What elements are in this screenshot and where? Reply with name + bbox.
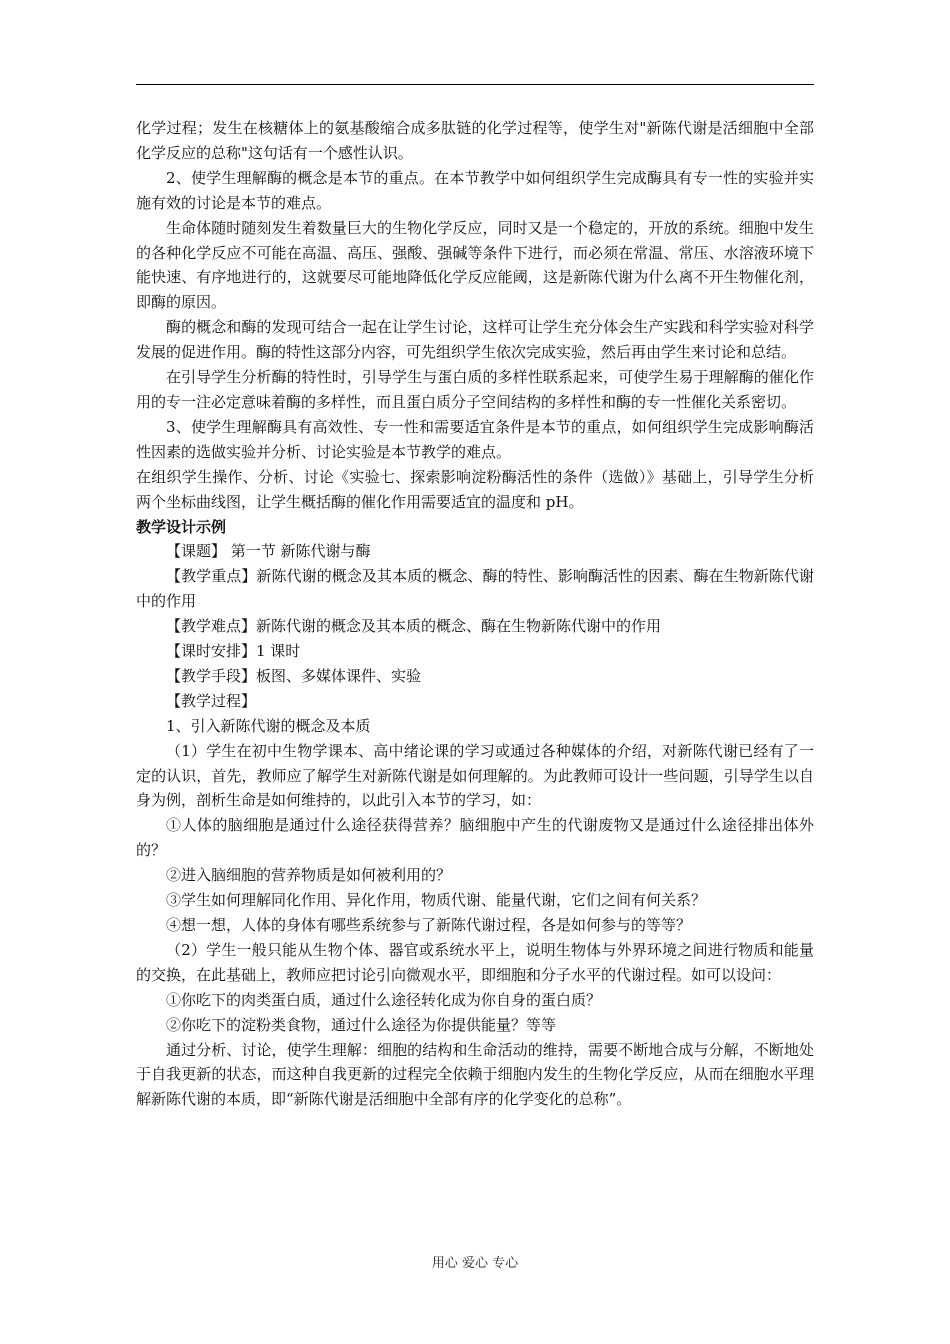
paragraph: 1、引入新陈代谢的概念及本质 [166,716,371,735]
paragraph: 酶的概念和酶的发现可结合一起在让学生讨论，这样可让学生充分体会生产实践和科学实验对科学发展的促进作用。酶的特性这部分内容，可先组织学生依次完成实验，然后再由学生来讨论和总结。 [136,318,814,362]
paragraph: 【教学手段】板图、多媒体课件、实验 [166,666,422,685]
paragraph: 【课时安排】1 课时 [166,642,301,661]
paragraph: 【教学重点】新陈代谢的概念及其本质的概念、酶的特性、影响酶活性的因素、酶在生物新陈代谢中的作用 [136,567,814,611]
paragraph: 【教学难点】新陈代谢的概念及其本质的概念、酶在生物新陈代谢中的作用 [166,617,662,636]
paragraph: ①人体的脑细胞是通过什么途径获得营养？脑细胞中产生的代谢废物又是通过什么途径排出体外的？ [136,816,814,860]
paragraph: ②进入脑细胞的营养物质是如何被利用的？ [166,866,452,885]
document-body [136,116,814,1112]
paragraph: ④想一想，人体的身体有哪些系统参与了新陈代谢过程，各是如何参与的等等？ [166,916,692,934]
paragraph: 化学过程；发生在核糖体上的氨基酸缩合成多肽链的化学过程等，使学生对"新陈代谢是活细胞中全部化学反应的总称"这句话有一个感性认识。 [136,119,814,162]
paragraph: ①你吃下的肉类蛋白质，通过什么途径转化成为你自身的蛋白质？ [166,990,602,1009]
paragraph: 【课题】 第一节 新陈代谢与酶 [166,542,371,561]
paragraph: 通过分析、讨论，使学生理解：细胞的结构和生命活动的维持，需要不断地合成与分解，不断地处于自我更新的状态，而这种自我更新的过程完全依赖于细胞内发生的生物化学反应，从而在细胞水平理解新陈代谢的本质，即“新陈代谢是活细胞中全部有序的化学变化的总称”。 [136,1040,814,1109]
paragraph: （2）学生一般只能从生物个体、器官或系统水平上，说明生物体与外界环境之间进行物质和能量的交换，在此基础上，教师应把讨论引向微观水平，即细胞和分子水平的代谢过程。如可以设问： [136,940,814,984]
paragraph: ②你吃下的淀粉类食物，通过什么途径为你提供能量？等等 [166,1015,557,1034]
paragraph: 生命体随时随刻发生着数量巨大的生物化学反应，同时又是一个稳定的，开放的系统。细胞中发生的各种化学反应不可能在高温、高压、强酸、强碱等条件下进行，而必须在常温、常压、水溶液环境下能快速、有序地进行的，这就要尽可能地降低化学反应能阈，这是新陈代谢为什么离不开生物催化剂，即酶的原因。 [136,218,814,312]
paragraph: （1）学生在初中生物学课本、高中绪论课的学习或通过各种媒体的介绍，对新陈代谢已经有了一定的认识，首先，教师应了解学生对新陈代谢是如何理解的。为此教师可设计一些问题，引导学生以自身为例，剖析生命是如何维持的，以此引入本节的学习，如： [136,741,814,810]
paragraph: 在组织学生操作、分析、讨论《实验七、探索影响淀粉酶活性的条件（选做）》基础上，引导学生分析两个坐标曲线图，让学生概括酶的催化作用需要适宜的温度和 pH。 [136,467,814,511]
paragraph: 3、使学生理解酶具有高效性、专一性和需要适宜条件是本节的重点，如何组织学生完成影响酶活性因素的选做实验并分析、讨论实验是本节教学的难点。 [136,417,814,461]
paragraph: 在引导学生分析酶的特性时，引导学生与蛋白质的多样性联系起来，可使学生易于理解酶的催化作用的专一注必定意味着酶的多样性，而且蛋白质分子空间结构的多样性和酶的专一性催化关系密切。 [136,368,814,411]
paragraph: 【教学过程】 [166,691,257,710]
page-footer: 用心 爱心 专心 [431,1256,519,1271]
section-heading: 教学设计示例 [136,517,227,536]
paragraph: ③学生如何理解同化作用、异化作用，物质代谢、能量代谢，它们之间有何关系？ [166,891,707,910]
paragraph: 2、使学生理解酶的概念是本节的重点。在本节教学中如何组织学生完成酶具有专一性的实验并实施有效的讨论是本节的难点。 [136,168,814,212]
header-rule [136,84,814,85]
